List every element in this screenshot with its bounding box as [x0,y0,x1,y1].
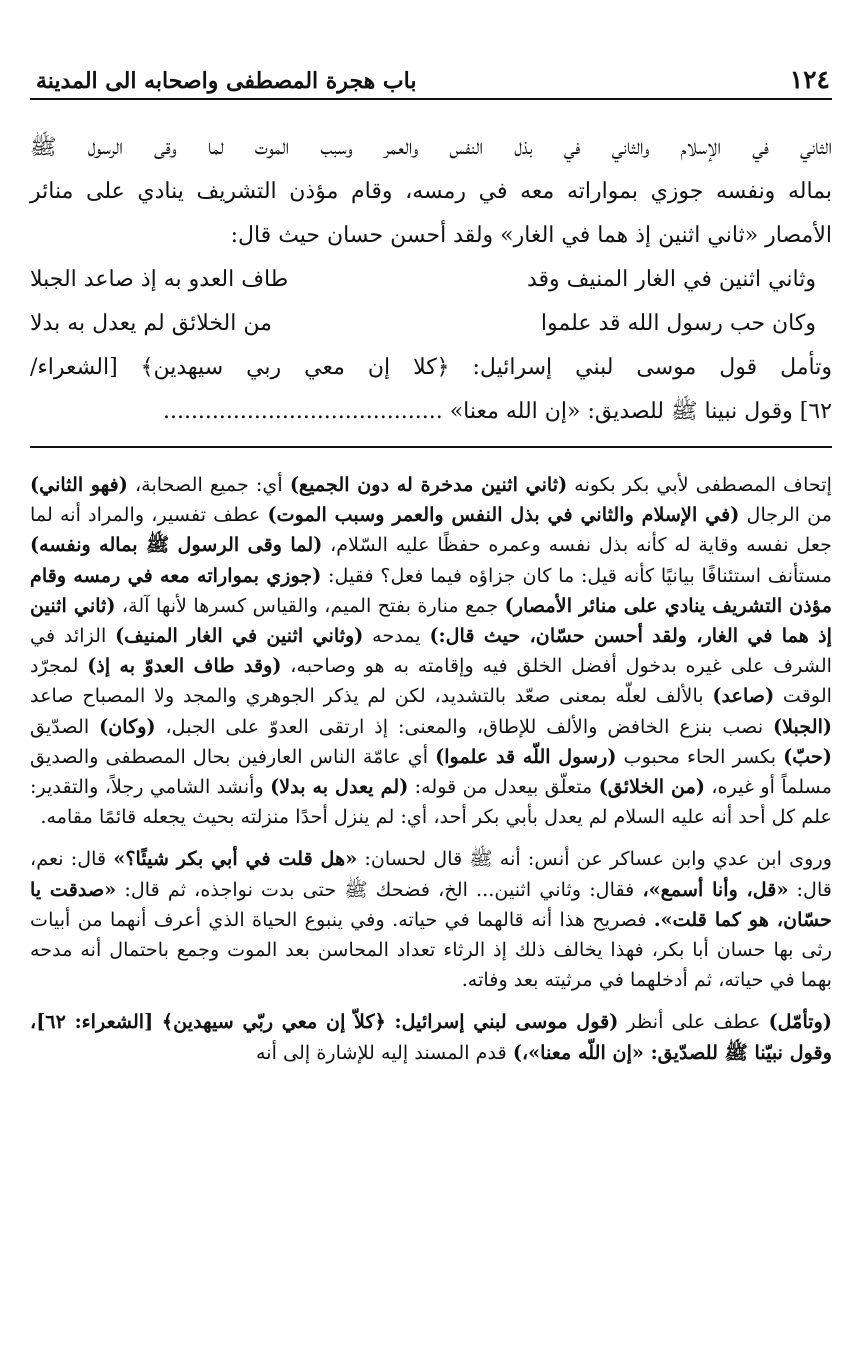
text-run: فصريح هذا أنه قالهما في حياته. وفي ينبوع الحياة الذي أعرف أنهما من أبيات رثى بها حسان أبا بكر، فهذا يخالف ذلك إذ الرثاء تعداد المحاسن بعد الموت وجمع باحتمال أنه مدحه بهما في حياته، ثم أدخلهما في مرثيته بعد وفاته. [30,907,832,992]
poem-hemistich-first: وثاني اثنين في الغار المنيف وقد [526,267,816,292]
page-number: ١٢٤ [789,65,830,94]
bold-quote: «هل قلت في أبي بكر شيئًا؟» [113,847,358,871]
text-run: الزائد في الشرف على غيره بدخول أفضل الخلق فيه وإقامته به هو وصاحبه، [30,624,832,678]
main-text-line: الأمصار «ثاني اثنين إذ هما في الغار» ولقد أحسن حسان حيث قال: [230,223,832,248]
bold-quote: (صاعد) [712,684,775,708]
text-run: وروى ابن عدي وابن عساكر عن أنس: أنه ﷺ قال لحسان: [357,847,832,871]
section-divider [30,446,832,448]
text-run: إتحاف المصطفى لأبي بكر بكونه [567,473,832,496]
bold-quote: (وقد طاف العدوّ به إذ) [87,654,282,678]
poem-hemistich-first: وكان حب رسول الله قد علموا [540,311,816,336]
text-run: أي: جميع الصحابة، [127,473,290,496]
bold-quote: (فهو الثاني) [30,473,128,496]
main-text-line: الثاني في الإسلام والثاني في بذل النفس والعمر وسبب الموت لما وقى الرسول ﷺ [30,135,833,160]
bold-quote: (لما وقى الرسول ﷺ بماله ونفسه) [30,533,323,557]
main-text-line: وتأمل قول موسى لبني إسرائيل: ﴿كلا إن معي ربي سيهدين﴾ [الشعراء/ [30,355,832,380]
text-run: نصب بنزع الخافض والألف للإطاق، والمعنى: إذ ارتقى العدوّ على الجبل، [155,714,774,738]
text-run: جمع منارة بفتح الميم، والقياس كسرها لأنها آلة، [115,593,505,617]
text-run: فقال: وثاني اثنين... الخ، فضحك ﷺ حتى بدت نواجذه، ثم قال: [116,877,643,901]
bold-quote: (ثاني اثنين مدخرة له دون الجميع) [289,473,568,496]
text-run: لمجرّد الوقت [30,654,833,708]
bold-quote: (جوزي بمواراته معه في رمسه وقام مؤذن التشريف ينادي على منائر الأمصار) [30,563,832,617]
bold-quote: (في الإسلام والثاني في بذل النفس والعمر وسبب الموت) [267,503,740,527]
poem-hemistich-second: طاف العدو به إذ صاعد الجبلا [30,267,289,292]
bold-quote: (من الخلائق) [598,775,706,799]
bold-quote: (وثاني اثنين في الغار المنيف) [115,624,364,648]
bold-quote: (وتأمّل) [768,1010,832,1034]
bold-quote: (وكان) [99,714,156,738]
text-run: وأنشد الشامي رجلاً، والتقدير: علم كل أحد أنه عليه السلام لم يعدل بأبي بكر أحد، أي: لم ينزل أحدًا منزلته بحيث يجعله قائمًا مقامه. [30,775,832,829]
commentary-paragraph [30,470,832,832]
poem-verse [30,302,816,346]
page-header [30,50,832,100]
running-title: باب هجرة المصطفى واصحابه الى المدينة [36,68,417,94]
bold-quote: (حبّ) [783,744,832,768]
main-text-line: بماله ونفسه جوزي بمواراته معه في رمسه، وقام مؤذن التشريف ينادي على منائر [30,179,832,204]
bold-quote: (لم يعدل به بدلا) [270,775,409,799]
text-run: الصدّيق [30,714,100,738]
text-run: من الرجال [739,503,833,527]
text-run: يمدحه [363,624,430,648]
commentary-paragraph [30,844,832,995]
text-run: متعلّق بيعدل من قوله: [408,775,599,799]
text-run: بكسر الحاء محبوب [616,744,784,768]
commentary [30,470,832,1068]
main-text-line: ٦٢] وقول نبينا ﷺ للصديق: «إن الله معنا» ........................................ [162,399,832,424]
text-run: بالألف لعلّه بمعنى صعّد بالتشديد، لكن لم يذكر الجوهري والمجد ولا المصباح صاعد [30,684,713,708]
text-run: مستأنف استئنافًا بيانيًا كأنه قيل: ما كان جزاؤه فيما فعل؟ فقيل: [321,563,832,587]
bold-quote: (رسول اللّه قد علموا) [435,744,617,768]
poem-verse [30,258,816,302]
commentary-paragraph [30,1007,832,1067]
bold-quote: «صدقت يا حسّان، هو كما قلت». [30,877,832,931]
text-run: قال: نعم، قال: [30,847,832,901]
text-run: عطف تفسير، والمراد أنه لما جعل نفسه وقاية له كأنه بذل نفسه وعمره حفظًا عليه السّلام، [30,503,832,557]
text-run: أي عامّة الناس العارفين بحال المصطفى والصديق مسلماً أو غيره، [30,744,833,799]
bold-quote: (ثاني اثنين إذ هما في الغار، ولقد أحسن حسّان، حيث قال:) [30,593,832,648]
bold-quote: «قل، وأنا أسمع»، [642,877,789,901]
poem [30,258,816,346]
bold-quote: (قول موسى لبني إسرائيل: ﴿كلاّ إن معي ربّي سيهدين﴾ [الشعراء: ٦٢]، وقول نبيّنا ﷺ للصدّيق: «إن اللّه معنا»،) [30,1010,832,1064]
text-run: قدم المسند إليه للإشارة إلى أنه [256,1040,513,1064]
bold-quote: (الجبلا) [773,714,832,738]
main-text [30,126,832,434]
text-run: عطف على أنظر [618,1010,769,1034]
poem-hemistich-second: من الخلائق لم يعدل به بدلا [30,311,272,336]
